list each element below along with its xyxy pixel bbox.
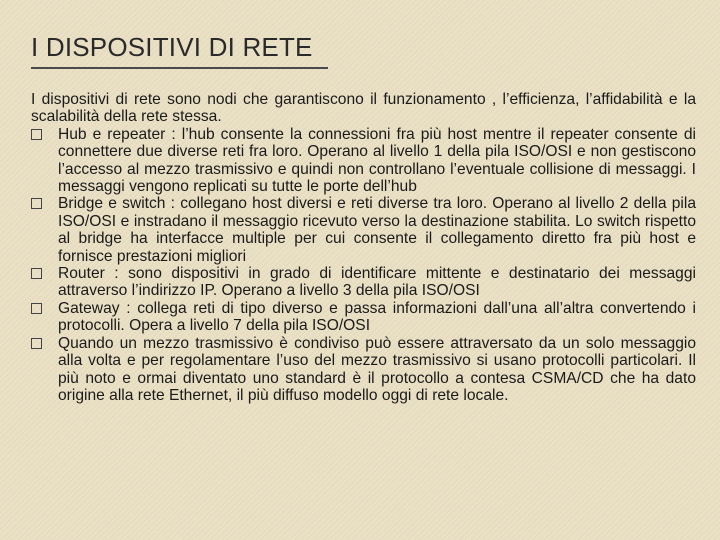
square-bullet-icon (31, 129, 42, 140)
square-bullet-icon (31, 198, 42, 209)
list-item (31, 335, 696, 405)
intro-paragraph: I dispositivi di rete sono nodi che garantiscono il funzionamento , l’efficienza, l’affidabilità e la scalabilità della rete stessa. (31, 91, 696, 126)
bullet-list (31, 126, 696, 405)
bullet-text-hub-repeater: Hub e repeater : l’hub consente la connessioni fra più host mentre il repeater consente di connettere due diverse reti fra loro. Operano al livello 1 della pila ISO/OSI e non gestiscono l’accesso al mezzo trasmissivo e quindi non controllano l’eventuale collisione di messaggi. I messaggi vengono replicati su tutte le porte dell’hub (58, 125, 696, 196)
list-item (31, 265, 696, 300)
title-underline (31, 67, 328, 69)
square-bullet-icon (31, 338, 42, 349)
list-item (31, 195, 696, 265)
list-item (31, 300, 696, 335)
square-bullet-icon (31, 268, 42, 279)
bullet-text-shared-medium: Quando un mezzo trasmissivo è condiviso può essere attraversato da un solo messaggio alla volta e per regolamentare l’uso del mezzo trasmissivo si usano protocolli particolari. Il più noto e ormai diventato uno standard è il protocollo a contesa CSMA/CD che ha dato origine alla rete Ethernet, il più diffuso modello oggi di rete locale. (58, 334, 696, 404)
bullet-text-gateway: Gateway : collega reti di tipo diverso e passa informazioni dall’una all’altra convertendo i protocolli. Opera a livello 7 della pila ISO/OSI (58, 299, 696, 335)
slide-title: I DISPOSITIVI DI RETE (31, 32, 313, 62)
slide-content (31, 91, 696, 404)
list-item (31, 126, 696, 196)
square-bullet-icon (31, 303, 42, 314)
bullet-text-router: Router : sono dispositivi in grado di identificare mittente e destinatario dei messaggi attraverso l’indirizzo IP. Operano a livello 3 della pila ISO/OSI (58, 265, 696, 300)
bullet-text-bridge-switch: Bridge e switch : collegano host diversi e reti diverse tra loro. Operano al livello 2 della pila ISO/OSI e instradano il messaggio ricevuto verso la destinazione stabilita. Lo switch rispetto al bridge ha interfacce multiple per cui consente il collegamento diretto fra più host e fornisce prestazioni migliori (58, 195, 696, 265)
